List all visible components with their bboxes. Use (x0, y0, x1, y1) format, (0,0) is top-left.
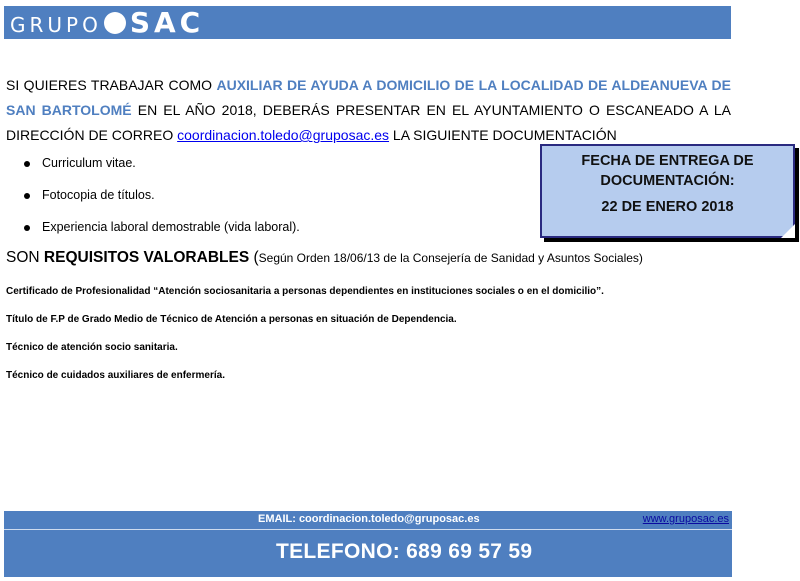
website-link[interactable]: www.gruposac.es (642, 513, 729, 525)
document-list (24, 152, 300, 248)
requirements-list (6, 285, 604, 397)
intro-text-2: EN EL AÑO 2018, DEBERÁS PRESENTAR EN EL AYUNTAMIENTO O ESCANEADO A LA DIRECCIÓN DE CORREO (6, 102, 731, 143)
list-item: Técnico de cuidados auxiliares de enfermería. (6, 370, 225, 381)
deadline-note (540, 144, 795, 238)
bullet-icon (24, 193, 30, 199)
logo-circle-icon (104, 12, 126, 34)
deadline-title-1: FECHA DE ENTREGA DE (581, 153, 754, 169)
contact-footer (4, 511, 732, 577)
bullet-icon (24, 161, 30, 167)
intro-text-1: SI QUIERES TRABAJAR COMO (6, 77, 217, 93)
list-item: Técnico de atención socio sanitaria. (6, 342, 178, 353)
deadline-date: 22 DE ENERO 2018 (601, 199, 734, 215)
bullet-icon (24, 225, 30, 231)
folded-corner-icon (781, 224, 795, 238)
list-item: Experiencia laboral demostrable (vida laboral). (24, 216, 300, 248)
deadline-title-2: DOCUMENTACIÓN: (600, 173, 735, 189)
list-item: Certificado de Profesionalidad “Atención sociosanitaria a personas dependientes en instituciones sociales o en el domicilio”. (6, 286, 604, 297)
footer-phone: TELEFONO: 689 69 57 59 (276, 540, 533, 563)
footer-divider (4, 529, 732, 530)
requirements-title: REQUISITOS VALORABLES (43, 249, 250, 266)
requirements-note: Según Orden 18/06/13 de la Consejería de Sanidad y Asuntos Sociales) (258, 251, 643, 265)
logo-left-text: grupo (10, 6, 102, 39)
list-item: Título de F.P de Grado Medio de Técnico de Atención a personas en situación de Dependencia. (6, 314, 457, 325)
requirements-heading: SON REQUISITOS VALORABLES (Según Orden 18/06/13 de la Consejería de Sanidad y Asuntos Sociales) (6, 249, 643, 266)
intro-text-3: LA SIGUIENTE DOCUMENTACIÓN (389, 127, 617, 143)
email-link[interactable]: coordinacion.toledo@gruposac.es (177, 127, 390, 143)
footer-email: EMAIL: coordinacion.toledo@gruposac.es (258, 513, 480, 525)
intro-paragraph (6, 73, 731, 148)
job-title-highlight: AUXILIAR DE AYUDA A DOMICILIO DE LA LOCALIDAD DE ALDEANUEVA DE SAN BARTOLOMÉ (6, 77, 731, 118)
list-item: Curriculum vitae. (24, 152, 300, 184)
logo-banner (4, 6, 731, 39)
list-item: Fotocopia de títulos. (24, 184, 300, 216)
logo-right-text: SAC (129, 6, 205, 39)
gruposac-logo (10, 7, 204, 38)
